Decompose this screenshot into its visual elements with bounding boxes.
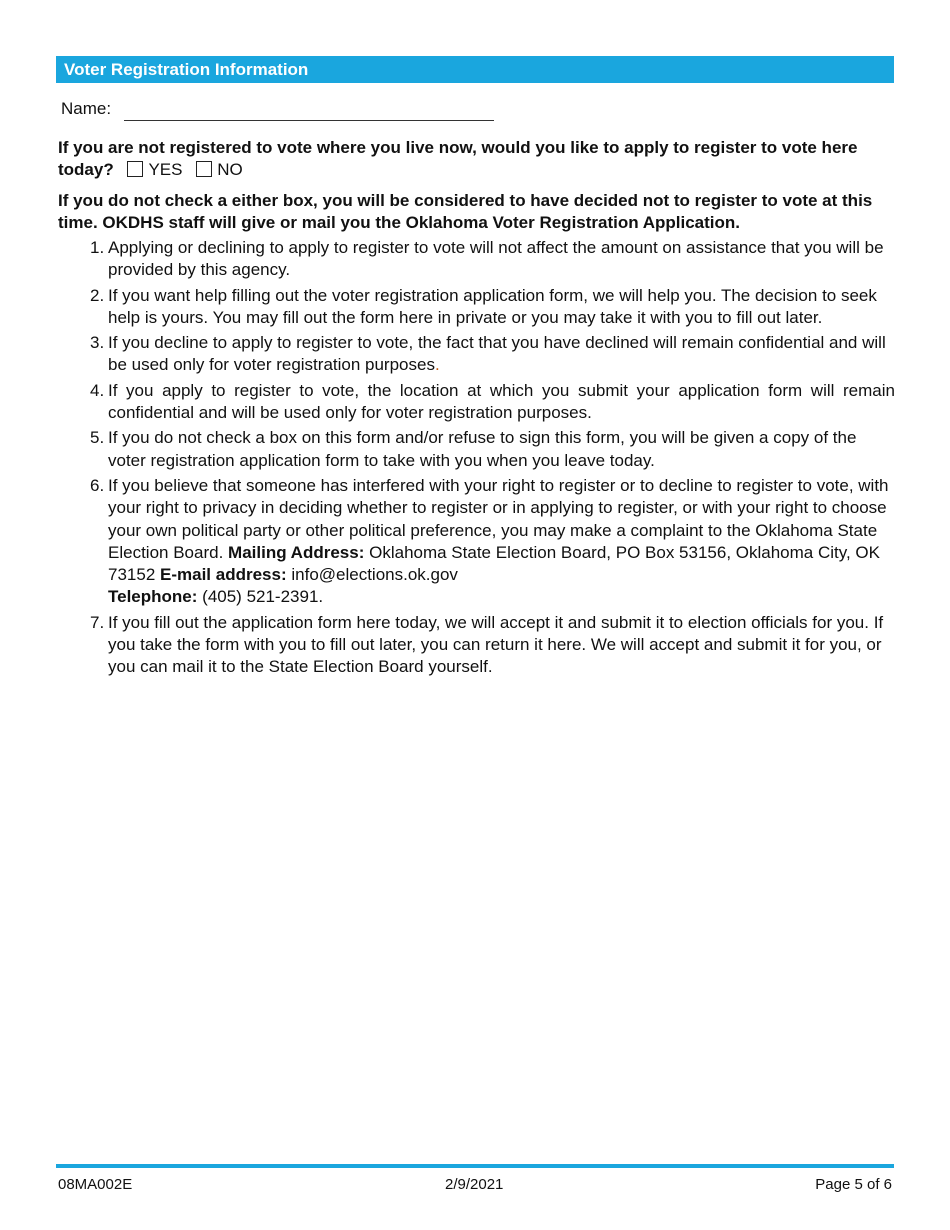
item-number: 4. bbox=[90, 380, 105, 400]
mailing-address-value: Oklahoma State Election Board, PO Box 53156, Oklahoma City, OK 73152 bbox=[108, 542, 880, 585]
item-text: If you apply to register to vote, the location at which you submit your application form will remain confidential and will be used only for voter registration purposes. bbox=[108, 380, 895, 423]
list-item bbox=[90, 612, 895, 679]
telephone-value: (405) 521-2391. bbox=[202, 587, 324, 607]
email-address-value: info@elections.ok.gov bbox=[291, 565, 458, 585]
register-question bbox=[58, 137, 898, 181]
item-number: 1. bbox=[90, 238, 105, 257]
no-checkbox[interactable] bbox=[196, 161, 212, 177]
name-row bbox=[61, 99, 111, 119]
section-title: Voter Registration Information bbox=[64, 60, 309, 79]
list-item bbox=[90, 380, 895, 425]
list-item bbox=[90, 237, 895, 282]
footer-divider bbox=[56, 1164, 894, 1168]
form-id: 08MA002E bbox=[58, 1176, 133, 1193]
question-text: If you are not registered to vote where you live now, would you like to apply to register to vote here today? bbox=[58, 138, 858, 179]
no-label: NO bbox=[217, 160, 243, 179]
item-number: 7. bbox=[90, 612, 105, 632]
form-date: 2/9/2021 bbox=[445, 1176, 504, 1193]
item-trailing-period: . bbox=[434, 355, 440, 375]
list-item bbox=[90, 475, 895, 609]
name-label: Name: bbox=[61, 99, 112, 118]
item-text: If you fill out the application form here today, we will accept it and submit it to election officials for you. If you take the form with you to fill out later, you can return it here. We will accept and submit it for you, or you can mail it to the State Election Board yourself. bbox=[108, 612, 884, 677]
yes-label: YES bbox=[148, 160, 183, 179]
list-item bbox=[90, 427, 895, 472]
section-header bbox=[56, 56, 894, 83]
item-text: Applying or declining to apply to register to vote will not affect the amount on assistance that you will be provided by this agency. bbox=[108, 238, 884, 280]
yes-checkbox[interactable] bbox=[127, 161, 143, 177]
page-number: Page 5 of 6 bbox=[815, 1176, 892, 1193]
list-item bbox=[90, 285, 895, 330]
email-address-label: E-mail address: bbox=[160, 565, 287, 585]
telephone-label: Telephone: bbox=[108, 587, 198, 607]
name-input-line[interactable] bbox=[124, 120, 494, 121]
item-number: 5. bbox=[90, 428, 105, 448]
item-text: If you believe that someone has interfered with your right to register or to decline to register to vote, with your right to privacy in deciding whether to register or in applying to register, or with your right to choose your own political party or other political preference, you may make a complaint to the Oklahoma State Election Board. bbox=[108, 475, 889, 562]
list-item bbox=[90, 332, 895, 377]
item-number: 3. bbox=[90, 333, 105, 353]
item-number: 2. bbox=[90, 285, 105, 305]
item-text: If you do not check a box on this form and/or refuse to sign this form, you will be given a copy of the voter registration application form to take with you when you leave today. bbox=[108, 428, 857, 470]
item-number: 6. bbox=[90, 475, 105, 495]
mailing-address-label: Mailing Address: bbox=[228, 542, 365, 562]
notice-text: If you do not check a either box, you will be considered to have decided not to register to vote at this time. OKDHS staff will give or mail you the Oklahoma Voter Registration Application. bbox=[58, 191, 873, 232]
item-text: If you decline to apply to register to vote, the fact that you have declined will remain confidential and will be used only for voter registration purposes bbox=[108, 333, 886, 375]
item-text: If you want help filling out the voter registration application form, we will help you. The decision to seek help is yours. You may fill out the form here in private or you may take it with you to fill out later. bbox=[108, 285, 877, 327]
info-list bbox=[90, 237, 895, 682]
